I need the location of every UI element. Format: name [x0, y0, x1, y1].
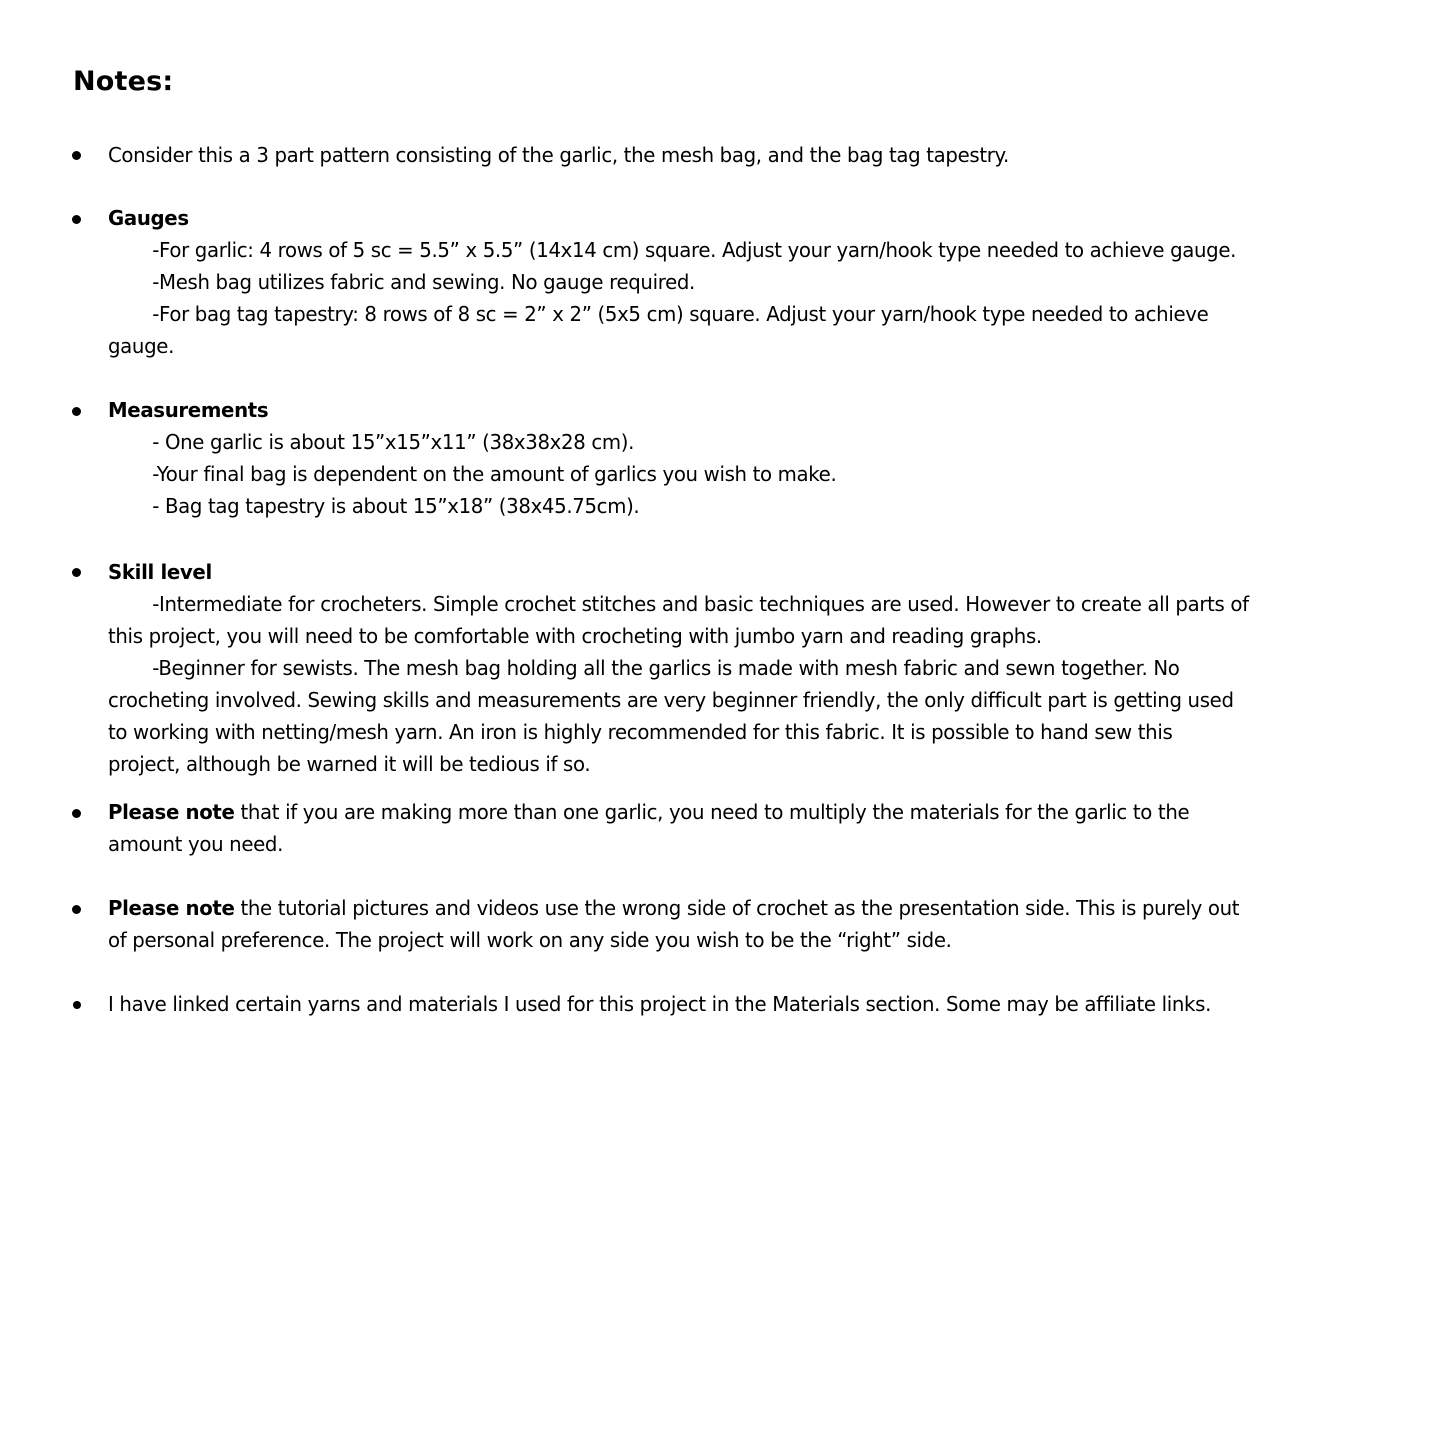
note-line: this project, you will need to be comfortable with crocheting with jumbo yarn and reading graphs. — [108, 624, 1042, 648]
note-item-pattern-parts — [108, 139, 1378, 171]
note-line: I have linked certain yarns and materials I used for this project in the Materials section. Some may be affiliate links. — [108, 992, 1212, 1016]
bullet-icon — [72, 568, 81, 577]
note-line: of personal preference. The project will work on any side you wish to be the “right” side. — [108, 928, 952, 952]
note-item-skill-level — [108, 556, 1378, 780]
note-item-gauges — [108, 202, 1378, 362]
note-lead: Please note — [108, 800, 235, 824]
note-heading: Measurements — [108, 398, 269, 422]
bullet-icon — [72, 407, 81, 416]
note-line: -For garlic: 4 rows of 5 sc = 5.5” x 5.5” (14x14 cm) square. Adjust your yarn/hook type needed to achieve gauge. — [152, 238, 1237, 262]
bullet-icon — [72, 905, 81, 914]
note-line: - One garlic is about 15”x15”x11” (38x38x28 cm). — [152, 430, 635, 454]
note-line: amount you need. — [108, 832, 284, 856]
note-line: crocheting involved. Sewing skills and measurements are very beginner friendly, the only difficult part is getting used — [108, 688, 1234, 712]
note-line: -Beginner for sewists. The mesh bag holding all the garlics is made with mesh fabric and sewn together. No — [152, 656, 1180, 680]
bullet-icon — [72, 151, 81, 160]
note-line: Consider this a 3 part pattern consisting of the garlic, the mesh bag, and the bag tag tapestry. — [108, 143, 1009, 167]
note-item-presentation-side — [108, 892, 1378, 956]
note-heading: Skill level — [108, 560, 212, 584]
note-lead: Please note — [108, 896, 235, 920]
note-line — [108, 796, 1330, 828]
bullet-icon — [72, 809, 81, 818]
note-line: -Mesh bag utilizes fabric and sewing. No gauge required. — [152, 270, 695, 294]
note-text: the tutorial pictures and videos use the wrong side of crochet as the presentation side. This is purely out — [234, 896, 1240, 920]
note-line — [108, 892, 1330, 924]
bullet-icon — [73, 1001, 81, 1009]
note-line: - Bag tag tapestry is about 15”x18” (38x45.75cm). — [152, 494, 640, 518]
bullet-icon — [72, 215, 81, 224]
note-line: to working with netting/mesh yarn. An iron is highly recommended for this fabric. It is possible to hand sew this — [108, 720, 1173, 744]
note-line: gauge. — [108, 334, 175, 358]
page-title: Notes: — [73, 66, 174, 97]
note-item-affiliate-links — [108, 988, 1378, 1020]
note-text: that if you are making more than one garlic, you need to multiply the materials for the garlic to the — [234, 800, 1190, 824]
note-heading: Gauges — [108, 206, 189, 230]
note-line: project, although be warned it will be tedious if so. — [108, 752, 591, 776]
note-line: -For bag tag tapestry: 8 rows of 8 sc = 2” x 2” (5x5 cm) square. Adjust your yarn/hook type needed to achieve — [152, 302, 1209, 326]
note-item-measurements — [108, 394, 1378, 522]
note-line: -Intermediate for crocheters. Simple crochet stitches and basic techniques are used. However to create all parts of — [152, 592, 1249, 616]
note-line: -Your final bag is dependent on the amount of garlics you wish to make. — [152, 462, 837, 486]
note-item-multiply-materials — [108, 796, 1378, 860]
